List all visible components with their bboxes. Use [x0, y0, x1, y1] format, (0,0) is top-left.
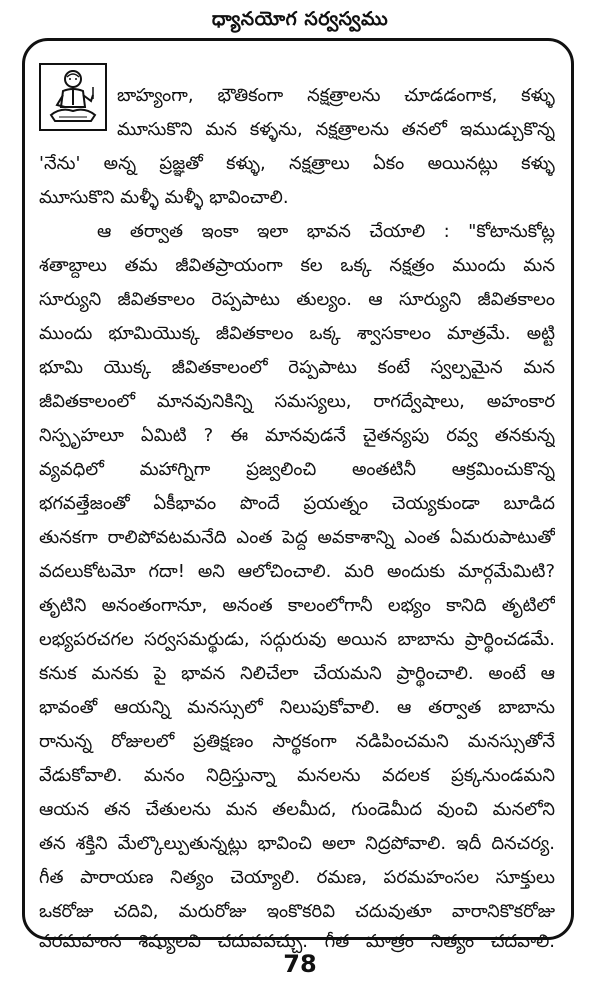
- text-line-02: మూసుకొని మన కళ్ళను, నక్షత్రాలను తనలో ఇముడ్చుకొన్న: [117, 119, 555, 140]
- text-line-03: 'నేను' అన్న ప్రజ్ఞతో కళ్ళు, నక్షత్రాలు ఏకం అయినట్లు కళ్ళు: [39, 153, 555, 174]
- text-line-20: రానున్న రోజులలో ప్రతిక్షణం సార్థకంగా నడిపించమని మనస్సుతోనే: [39, 731, 555, 752]
- text-line-05: ఆ తర్వాత ఇంకా ఇలా భావన చేయాలి : "కోటానుకోట్ల: [97, 221, 555, 242]
- text-line-16: తృటిని అనంతంగానూ, అనంత కాలంలోగానీ లభ్యం కానిది తృటిలో: [39, 595, 555, 616]
- page-number: 78: [283, 950, 317, 978]
- text-line-22: ఆయన తన చేతులను మన తలమీద, గుండెమీద వుంచి మనలోని: [39, 799, 555, 820]
- seated-figure-icon: [41, 65, 105, 129]
- text-line-19: భావంతో ఆయన్ని మనస్సులో నిలుపుకోవాలి. ఆ తర్వాత బాబాను: [39, 697, 555, 718]
- text-line-13: భగవత్తేజంతో ఏకీభావం పొందే ప్రయత్నం చెయ్యకుండా బూడిద: [39, 493, 555, 514]
- text-line-10: జీవితకాలంలో మానవునికిన్ని సమస్యలు, రాగద్వేషాలు, అహంకార: [39, 391, 555, 412]
- text-line-18: కనుక మనకు పై భావన నిలిచేలా చేయమని ప్రార్థించాలి. అంటే ఆ: [39, 663, 555, 684]
- text-line-17: లభ్యపరచగల సర్వసమర్థుడు, సద్గురువు అయిన బాబాను ప్రార్థించడమే.: [39, 629, 555, 650]
- text-line-09: భూమి యొక్క జీవితకాలంలో రెప్పపాటు కంటే స్వల్పమైన మన: [39, 357, 555, 378]
- text-line-26: వరమహంస శిష్యులవి చదువవచ్చు. గీత మాత్రం నిత్యం చదవాలి.: [39, 931, 555, 952]
- running-head: ధ్యానయోగ సర్వస్వము: [211, 8, 389, 30]
- text-line-06: శతాబ్దాలు తమ జీవితప్రాయంగా కల ఒక్క నక్షత్రం ముందు మన: [39, 255, 555, 276]
- text-line-23: తన శక్తిని మేల్కొల్పుతున్నట్లు భావించి అలా నిద్రపోవాలి. ఇదీ దినచర్య.: [39, 833, 555, 854]
- text-line-21: వేడుకోవాలి. మనం నిద్రిస్తున్నా మనలను వదలక ప్రక్కనుండమని: [39, 765, 555, 786]
- seated-figure-illustration: [39, 63, 107, 131]
- text-line-07: సూర్యుని జీవితకాలం రెప్పపాటు తుల్యం. ఆ సూర్యుని జీవితకాలం: [39, 289, 555, 310]
- text-line-14: తునకగా రాలిపోవటమనేది ఎంత పెద్ద అవకాశాన్ని ఎంత ఏమరుపాటుతో: [39, 527, 555, 548]
- page-frame: [22, 38, 574, 952]
- text-line-25: ఒకరోజు చదివి, మరురోజు ఇంకొకరివి చదువుతూ వారానికొకరోజు: [39, 901, 555, 922]
- text-line-24: గీత పారాయణ నిత్యం చెయ్యాలి. రమణ, పరమహంసల సూక్తులు: [39, 867, 555, 888]
- text-line-12: వ్యవధిలో మహాగ్నిగా ప్రజ్వలించి అంతటినీ ఆక్రమించుకొన్న: [39, 459, 555, 480]
- text-line-01: బాహ్యంగా, భౌతికంగా నక్షత్రాలను చూడడంగాక, కళ్ళు: [117, 85, 555, 106]
- text-line-11: నిస్పృహలూ ఏమిటి ? ఈ మానవుడనే చైతన్యపు రవ్వ తనకున్న: [39, 425, 555, 446]
- text-line-15: వదలుకోటమో గదా! అని ఆలోచించాలి. మరి అందుకు మార్గమేమిటి?: [39, 561, 555, 582]
- text-line-04: మూసుకొని మళ్ళీ మళ్ళీ భావించాలి.: [39, 187, 289, 208]
- text-line-08: ముందు భూమియొక్క జీవితకాలం ఒక్క శ్వాసకాలం మాత్రమే. అట్టి: [39, 323, 555, 344]
